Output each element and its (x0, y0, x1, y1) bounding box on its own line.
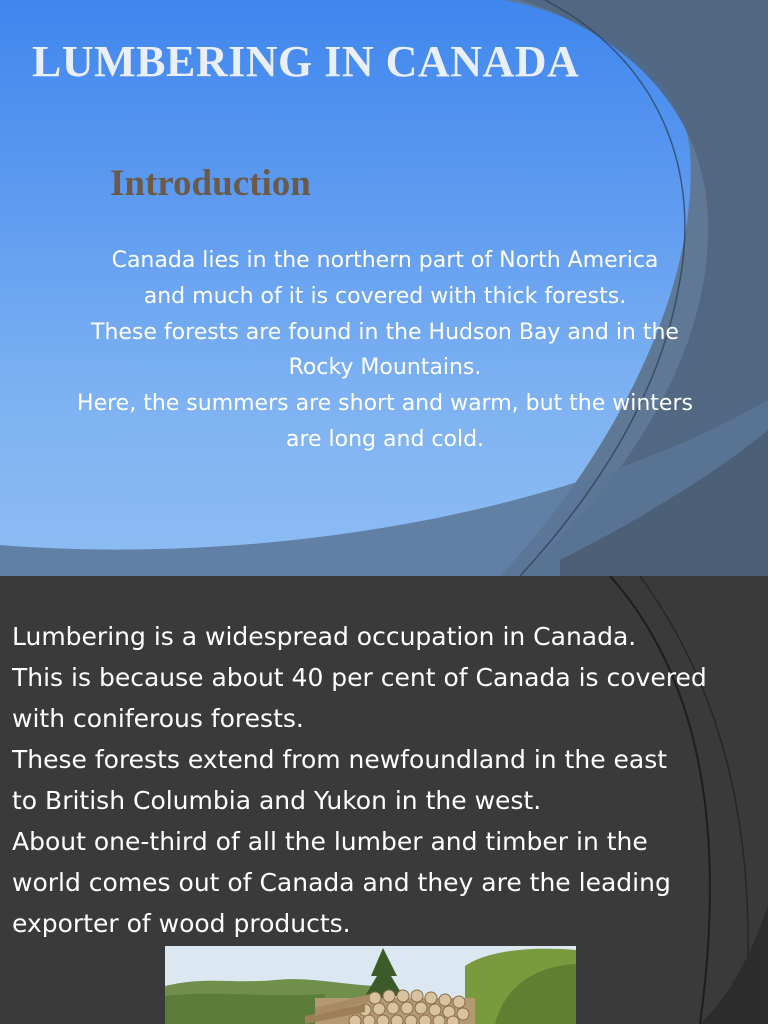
intro-line: Here, the summers are short and warm, but the winters (77, 391, 693, 417)
body-line: exporter of wood products. (12, 909, 351, 938)
intro-line: Rocky Mountains. (288, 355, 482, 381)
body-line: Lumbering is a widespread occupation in Canada. (12, 622, 637, 651)
section-heading-introduction: Introduction (110, 163, 311, 204)
body-line: About one-third of all the lumber and timber in the (12, 827, 648, 856)
body-line: These forests extend from newfoundland in the east (12, 745, 668, 774)
body-line: This is because about 40 per cent of Canada is covered (12, 663, 707, 692)
log-pile-image (165, 946, 576, 1024)
body-line: world comes out of Canada and they are the leading (12, 868, 671, 897)
intro-line: Canada lies in the northern part of North America (111, 248, 659, 273)
lumbering-paragraph (12, 616, 768, 944)
slide-lumbering-details (0, 576, 768, 1024)
intro-line: These forests are found in the Hudson Bay and in the (91, 319, 679, 345)
body-line: to British Columbia and Yukon in the west. (12, 786, 542, 815)
intro-line: are long and cold. (285, 426, 485, 452)
slide-title: LUMBERING IN CANADA (32, 37, 580, 86)
intro-line: and much of it is covered with thick forests. (143, 283, 627, 309)
body-line: with coniferous forests. (12, 704, 304, 733)
log-pile-photo (165, 946, 576, 1024)
intro-paragraph (20, 243, 750, 458)
